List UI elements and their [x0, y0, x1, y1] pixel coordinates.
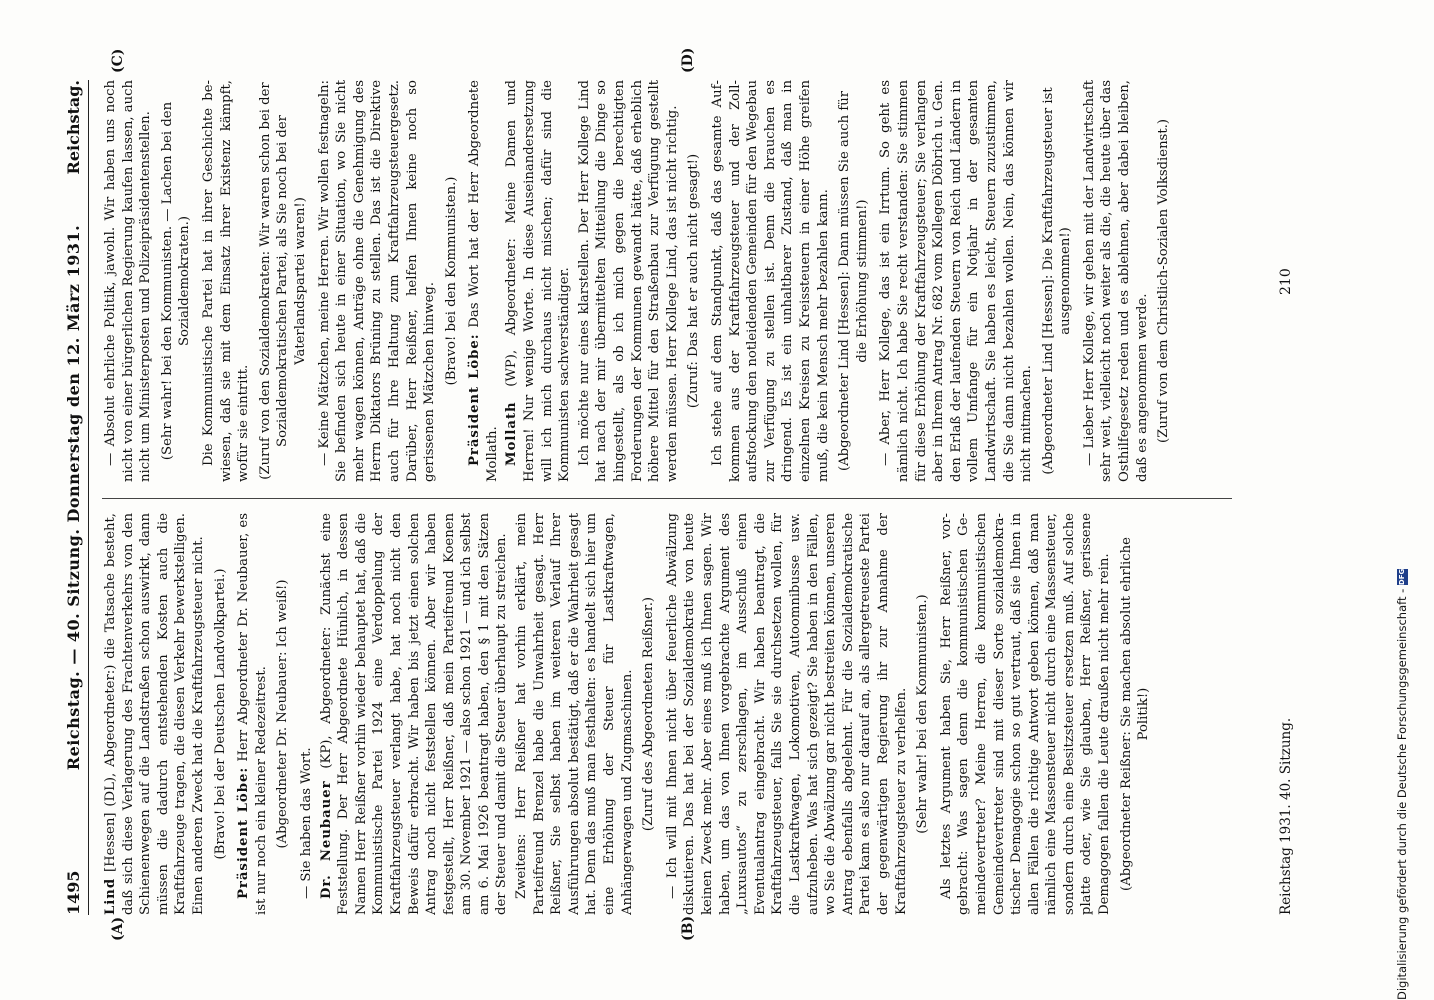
interjection	[1040, 80, 1075, 482]
paragraph	[709, 80, 832, 482]
paragraph-text: (Bravo! bei den Kommunisten.)	[443, 176, 459, 386]
page-sheet	[60, 47, 1320, 941]
paragraph-text: (Abgeordneter Lind [Hessen]: Die Kraftfahrzeugsteuer ist ausgenommen!)	[1040, 87, 1074, 475]
dfg-logo-icon: DFG	[1398, 568, 1406, 586]
interjection	[257, 80, 310, 482]
text-column-right	[102, 80, 1262, 482]
paragraph-text: (KP), Abgeordneter: Zunächst eine Feststellung. Der Herr Abgeordnete Hünlich, in dessen Namen Herr Reißner vorhin wieder behauptet hat, daß die Kommunistische Partei 1924 eine Verdoppelung der Kraftfahrzeugsteuer verlangt habe, hat noch nicht den Beweis dafür erbracht. Wir haben bis jetzt einen solchen Antrag noch nicht feststellen können. Aber wir haben festgestellt, Herr Reißner, daß mein Parteifreund Koenen am 30. November 1921 — also schon 1921 — und ich selbst am 6. Mai 1926 beantragt haben, den § 1 mit den Sätzen der Steuer und damit die Steuer überhaupt zu streichen.	[318, 513, 510, 915]
interjection	[1118, 513, 1153, 915]
interjection	[836, 80, 871, 482]
paragraph-text: [Hessen] (DL), Abgeordneter:) die Tatsache besteht, daß sich diese Verlagerung des Frachtenverkehrs von den Schienenwegen auf die Landstraßen schon auswirkt, dann müssen die dadurch entstehenden Kosten auch die Kraftfahrzeuge tragen, die diesen Verkehr bewerkstelligen. Einen anderen Zweck hat die Kraftfahrzeugsteuer nicht.	[103, 513, 206, 915]
interjection	[212, 513, 230, 915]
paragraph	[102, 80, 155, 482]
paragraph	[576, 80, 682, 482]
header-left: 1495	[64, 870, 83, 915]
page-header	[60, 80, 89, 915]
paragraph	[1081, 80, 1151, 482]
paragraph-text: (Bravo! bei der Deutschen Landvolkpartei.)	[212, 568, 228, 860]
paragraph-text: (Abgeordneter Dr. Neubauer: Ich weiß!)	[275, 579, 291, 849]
margin-marker-c: (C)	[110, 48, 126, 73]
interjection	[274, 513, 292, 915]
paragraph-text: Die Kommunistische Partei hat in ihrer Geschichte bewiesen, daß sie mit dem Einsatz ihrer Existenz kämpft, wofür sie eintritt.	[200, 80, 252, 482]
paragraph-text: Als letztes Argument haben Sie, Herr Reißner, vorgebracht: Was sagen denn die kommunistischen Gemeindevertreter? Meine Herren, die kommunistischen Gemeindevertreter sind mit dieser Sorte sozialdemokratischer Demagogie schon so gut vertraut, daß sie Ihnen in allen Fällen die richtige Antwort geben können, daß man nämlich eine Massensteuer nicht durch eine Massensteuer, sondern durch eine Besitzsteuer ersetzen muß. Auf solche platte oder, wie Sie glauben, Herr Reißner, gerissene Demagogen fallen die Leute draußen nicht mehr rein.	[938, 513, 1113, 915]
speaker-name: Präsident Löbe:	[467, 333, 483, 466]
paragraph-text: — Absolut ehrliche Politik, jawohl. Wir haben uns noch nicht von einer bürgerlichen Regierung kaufen lassen, auch nicht um Ministerposten und Polizeipräsidentenstellen.	[103, 80, 154, 482]
digitization-credit	[1395, 0, 1409, 1000]
paragraph-text: — Lieber Herr Kollege, wir gehen mit der Landwirtschaft sehr weit, vielleicht noch weiter als die, die heute über das Osthilfegesetz reden und es ablehnen, aber dabei bleiben, daß es angenommen werde.	[1081, 80, 1150, 482]
paragraph-text: (Zuruf von dem Christlich-Sozialen Volksdienst.)	[1156, 119, 1172, 443]
paragraph-text: — Sie haben das Wort.	[298, 747, 314, 899]
credit-text: Digitalisierung gefördert durch die Deutsche Forschungsgemeinschaft -	[1395, 588, 1409, 1000]
paragraph-text: (WP), Abgeordneter: Meine Damen und Herren! Nur wenige Worte. In diese Auseinandersetzung will ich mich durchaus nicht mischen; dafür sind die Kommunisten sachverständiger.	[504, 80, 573, 482]
header-title: Reichstag. — 40. Sitzung. Donnerstag den 12. März 1931.	[64, 224, 83, 771]
paragraph-text: (Abgeordneter Reißner: Sie machen absolut ehrliche Politik!)	[1118, 537, 1152, 891]
speaker-name: Präsident Löbe:	[236, 766, 252, 899]
paragraph-text: (Sehr wahr! bei den Kommunisten. — Lachen bei den Sozialdemokraten.)	[159, 101, 193, 461]
margin-marker-a: (A)	[110, 916, 126, 941]
paragraph-text: (Abgeordneter Lind [Hessen]: Dann müssen Sie auch für die Erhöhung stimmen!)	[837, 90, 870, 472]
interjection	[914, 513, 932, 915]
paragraph	[102, 513, 208, 915]
speaker-name: Dr. Neubauer	[318, 780, 334, 899]
column-divider	[102, 498, 1232, 499]
paragraph-text: (Zuruf von den Sozialdemokraten: Wir waren schon bei der Sozialdemokratischen Partei, als Sie noch bei der Vaterlandspartei waren!)	[257, 82, 308, 480]
margin-marker-b: (B)	[680, 915, 696, 941]
interjection	[1155, 80, 1173, 482]
page-number: 210	[1278, 268, 1294, 295]
paragraph-text: Zweitens: Herr Reißner hat vorhin erklärt, mein Parteifreund Brenzel habe die Unwahrheit gesagt. Herr Reißner, Sie selbst haben im weiteren Verlauf Ihrer Ausführungen absolut bestätigt, daß er die Wahrheit gesagt hat. Denn das muß man festhalten: es handelt sich hier um eine Erhöhung der Steuer für Lastkraftwagen, Anhängerwagen und Zugmaschinen.	[514, 513, 635, 915]
footer-reference: Reichstag 1931. 40. Sitzung.	[1278, 717, 1294, 915]
paragraph	[664, 513, 910, 915]
paragraph-text: Ich stehe auf dem Standpunkt, daß das gesamte Aufkommen aus der Kraftfahrzeugsteuer und der Zollaufstockung den notleidenden Gemeinden für den Wegebau zur Verfügung zu stellen ist. Denn die brauchen es dringend. Es ist ein unhaltbarer Zustand, daß man in einzelnen Kreisen zu Kreissteuern in einer Höhe greifen muß, die kein Mensch mehr bezahlen kann.	[710, 80, 831, 482]
paragraph-text: — Ich will mit Ihnen nicht über feuerliche Abwälzung diskutieren. Das hat bei der Sozialdemokratie von heute keinen Zweck mehr. Aber eines muß ich Ihnen sagen. Wir haben, um das von Ihnen vorgebrachte Argument des „Luxusautos“ zu zerschlagen, im Ausschuß einen Eventualantrag eingebracht. Wir haben beantragt, die Kraftfahrzeugsteuer, falls Sie sie durchsetzen wollen, für die Lastkraftwagen, Lokomotiven, Autoomnibusse usw. aufzuheben. Was hat sich gezeigt? Sie haben in den Fällen, wo Sie die Abwälzung gar nicht bestreiten können, unseren Antrag ebenfalls abgelehnt. Für die Sozialdemokratische Partei kam es also nur darauf an, als allergetreueste Partei der gegenwärtigen Regierung ihr zur Annahme der Kraftfahrzeugsteuer zu verhelfen.	[664, 513, 909, 915]
interjection	[685, 80, 703, 482]
text-column-left	[102, 513, 1262, 915]
margin-marker-d: (D)	[680, 47, 696, 73]
paragraph-text: (Sehr wahr! bei den Kommunisten.)	[915, 594, 931, 834]
paragraph	[877, 80, 1035, 482]
paragraph	[235, 513, 270, 915]
paragraph-text: Ich möchte nur eines klarstellen. Der Herr Kollege Lind hat nach der mir übermittelten Mitteilung die Dinge so hingestellt, als ob ich mich gegen die berechtigten Forderungen der Kommunen gewandt hätte, daß erheblich höhere Mittel für den Straßenbau zur Verfügung gestellt werden müssen. Herr Kollege Lind, das ist nicht richtig.	[576, 80, 680, 482]
paragraph-text: — Keine Mätzchen, meine Herren. Wir wollen festnageln: Sie befinden sich heute in einer Situation, wo Sie nicht mehr wagen können, Anträge ohne die Genehmigung des Herrn Diktators Brüning zu stellen. Das ist die Direktive auch für Ihre Haltung zum Kraftfahrzeugsteuergesetz. Darüber, Herr Reißner, helfen Ihnen keine noch so gerissenen Mätzchen hinweg.	[316, 80, 438, 482]
paragraph	[316, 80, 439, 482]
paragraph	[200, 80, 253, 482]
paragraph-text: Das Wort hat der Herr Abgeordnete Mollath.	[467, 80, 500, 482]
header-right: Reichstag.	[64, 80, 83, 175]
paragraph	[298, 513, 316, 915]
paragraph	[318, 513, 512, 915]
paragraph	[938, 513, 1114, 915]
paragraph-text: Herr Abgeordneter Dr. Neubauer, es ist nur noch ein kleiner Redezeitrest.	[236, 513, 269, 915]
speaker-name: Lind	[103, 877, 118, 915]
paragraph-text: (Zuruf: Das hat er auch nicht gesagt!)	[686, 153, 702, 409]
paragraph	[503, 80, 573, 482]
interjection	[443, 80, 461, 482]
interjection	[159, 80, 194, 482]
interjection	[640, 513, 658, 915]
paragraph	[466, 80, 501, 482]
paragraph-text: — Aber, Herr Kollege, das ist ein Irrtum. So geht es nämlich nicht. Ich habe Sie recht verstanden: Sie stimmen für diese Erhöhung der Kraftfahrzeugsteuer; Sie verlangen aber in Ihrem Antrag Nr. 682 vom Kollegen Döbrich u. Gen. den Erlaß der laufenden Steuern von Reich und Ländern in vollem Umfange für ein Notjahr in der gesamten Landwirtschaft. Sie haben es leicht, Steuern zuzustimmen, die Sie dann nicht bezahlen wollen. Nein, das können wir nicht mitmachen.	[878, 80, 1035, 482]
speaker-name: Mollath	[504, 401, 520, 466]
paragraph	[513, 513, 636, 915]
paragraph-text: (Zuruf des Abgeordneten Reißner.)	[641, 596, 657, 832]
